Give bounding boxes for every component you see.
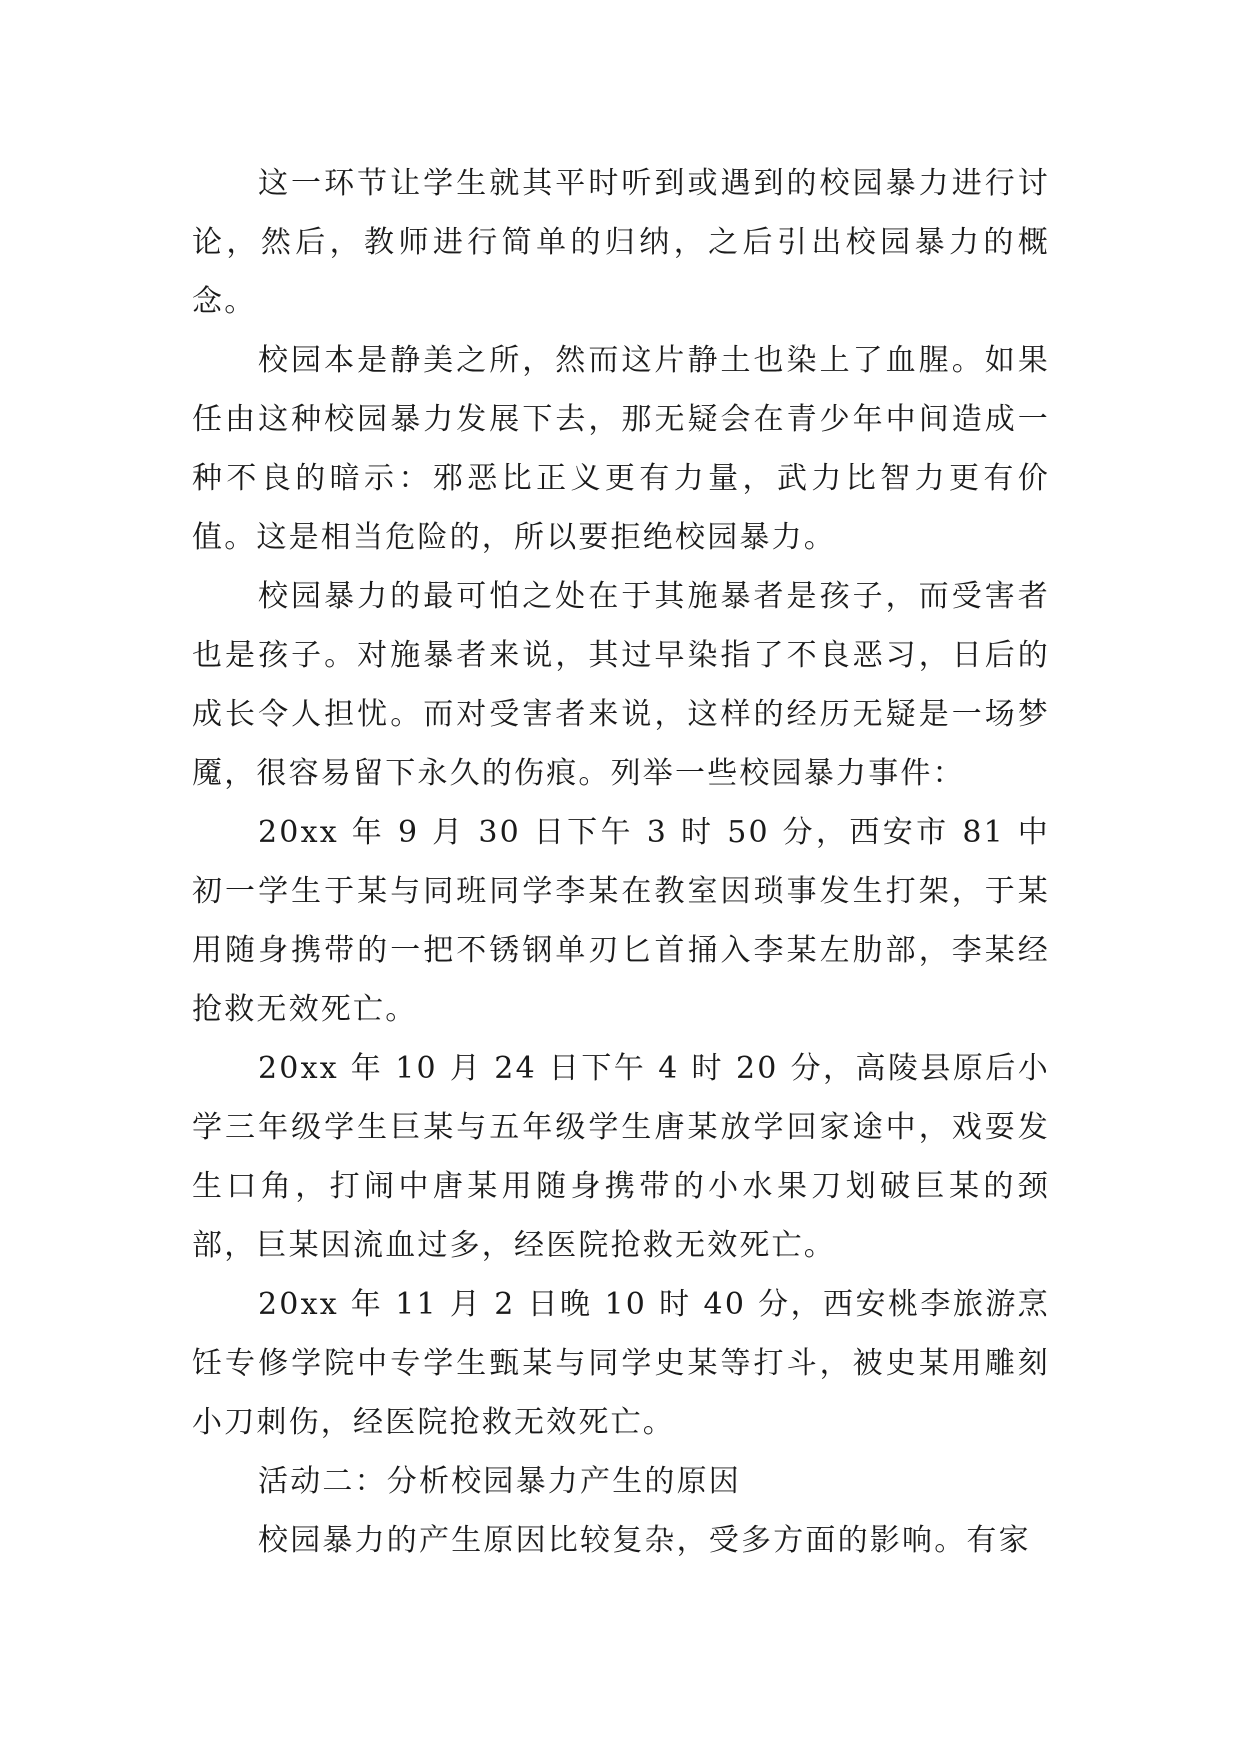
paragraph: 这一环节让学生就其平时听到或遇到的校园暴力进行讨论，然后，教师进行简单的归纳，之后引出校园暴力的概念。	[192, 166, 1050, 319]
paragraph: 校园本是静美之所，然而这片静土也染上了血腥。如果任由这种校园暴力发展下去，那无疑会在青少年中间造成一种不良的暗示：邪恶比正义更有力量，武力比智力更有价值。这是相当危险的，所以要拒绝校园暴力。	[192, 343, 1050, 555]
section-heading: 活动二：分析校园暴力产生的原因	[258, 1464, 741, 1499]
paragraph: 校园暴力的产生原因比较复杂，受多方面的影响。有家	[258, 1523, 1031, 1558]
paragraph: 校园暴力的最可怕之处在于其施暴者是孩子，而受害者也是孩子。对施暴者来说，其过早染指了不良恶习，日后的成长令人担忧。而对受害者来说，这样的经历无疑是一场梦魇，很容易留下永久的伤痕。列举一些校园暴力事件：	[192, 579, 1050, 791]
paragraph: 20xx 年 9 月 30 日下午 3 时 50 分，西安市 81 中初一学生于某与同班同学李某在教室因琐事发生打架，于某用随身携带的一把不锈钢单刃匕首捅入李某左肋部，李某经抢救无效死亡。	[192, 815, 1050, 1027]
paragraph: 20xx 年 11 月 2 日晚 10 时 40 分，西安桃李旅游烹饪专修学院中专学生甄某与同学史某等打斗，被史某用雕刻小刀刺伤，经医院抢救无效死亡。	[192, 1287, 1050, 1440]
document-body	[192, 154, 1050, 1570]
paragraph: 20xx 年 10 月 24 日下午 4 时 20 分，高陵县原后小学三年级学生巨某与五年级学生唐某放学回家途中，戏耍发生口角，打闹中唐某用随身携带的小水果刀划破巨某的颈部，巨某因流血过多，经医院抢救无效死亡。	[192, 1051, 1050, 1263]
